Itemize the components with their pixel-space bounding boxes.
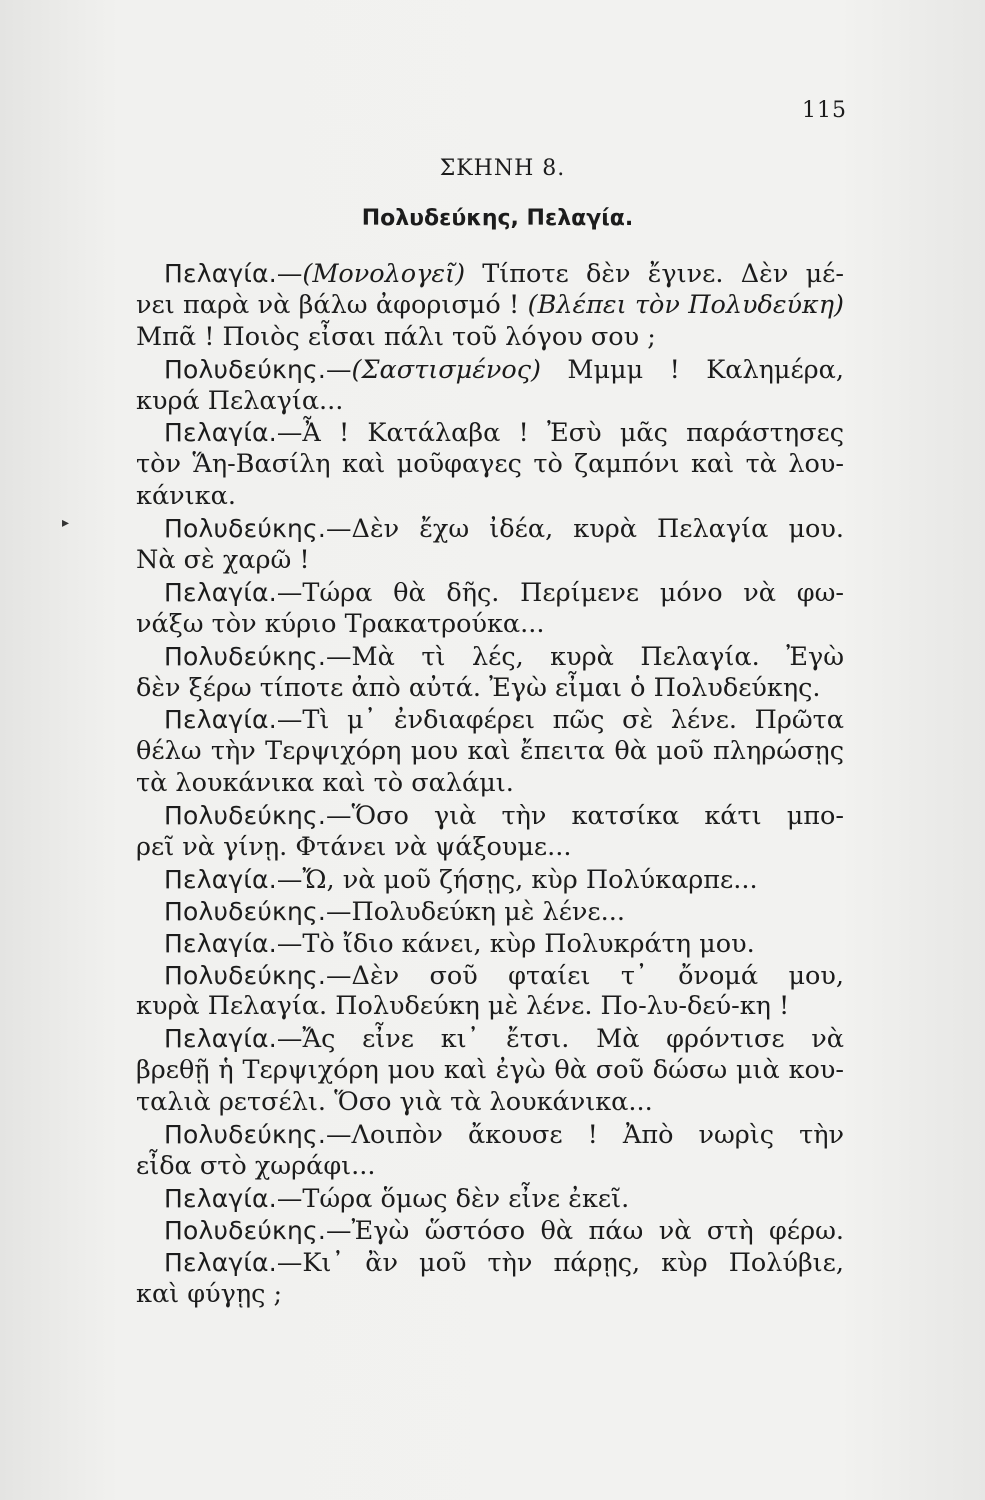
- speaker-name: Πελαγία.: [164, 705, 277, 735]
- speaker-name: Πελαγία.: [164, 928, 277, 958]
- dialogue-text: [136, 258, 844, 1310]
- dialogue-line: Πελαγία.—Κι᾿ ἂν μοῦ τὴν πάρῃς, κὺρ Πολύβιε,: [164, 1247, 844, 1278]
- speaker-name: Πολυδεύκης.: [164, 896, 327, 926]
- dialogue-line: κυρὰ Πελαγία. Πολυδεύκη μὲ λένε. Πο-λυ-δεύ-κη !: [136, 991, 790, 1022]
- dialogue-line: Πελαγία.—Ἄς εἶνε κι᾿ ἔτσι. Μὰ φρόντισε νὰ: [164, 1024, 844, 1055]
- dialogue-line: θέλω τὴν Τερψιχόρη μου καὶ ἔπειτα θὰ μοῦ πληρώσῃς: [136, 736, 844, 767]
- dialogue-line: ρεῖ νὰ γίνῃ. Φτάνει νὰ ψάξουμε...: [136, 832, 572, 863]
- dialogue-line: Πελαγία.—Τὶ μ᾿ ἐνδιαφέρει πῶς σὲ λένε. Πρῶτα: [164, 705, 844, 736]
- dialogue-line: Πελαγία.—Τώρα θὰ δῆς. Περίμενε μόνο νὰ φω-: [164, 577, 844, 608]
- speaker-name: Πολυδεύκης.: [164, 514, 327, 544]
- dialogue-line: ταλιὰ ρετσέλι. Ὅσο γιὰ τὰ λουκάνικα...: [136, 1087, 653, 1118]
- dialogue-line: Πολυδεύκης.—Λοιπὸν ἄκουσε ! Ἀπὸ νωρὶς τὴν: [164, 1120, 844, 1151]
- speaker-name: Πελαγία.: [164, 864, 277, 894]
- speaker-name: Πελαγία.: [164, 1247, 277, 1277]
- dialogue-line: δὲν ξέρω τίποτε ἀπὸ αὐτά. Ἐγὼ εἶμαι ὁ Πολυδεύκης.: [136, 672, 821, 703]
- stage-direction: (Βλέπει τὸν Πολυδεύκη): [527, 289, 844, 320]
- stage-direction: (Μονολογεῖ): [302, 259, 466, 289]
- speaker-name: Πολυδεύκης.: [164, 354, 327, 384]
- dialogue-line: Πολυδεύκης.—Πολυδεύκη μὲ λένε...: [164, 896, 625, 927]
- speaker-name: Πολυδεύκης.: [164, 1215, 327, 1245]
- dialogue-line: εἶδα στὸ χωράφι...: [136, 1150, 376, 1181]
- dialogue-line: καὶ φύγῃς ;: [136, 1278, 283, 1309]
- scene-characters: Πολυδεύκης, Πελαγία.: [361, 206, 634, 231]
- dialogue-line: νάξω τὸν κύριο Τρακατρούκα...: [136, 608, 545, 639]
- dialogue-line: τὰ λουκάνικα καὶ τὸ σαλάμι.: [136, 768, 514, 799]
- dialogue-line: Πολυδεύκης.—Ὅσο γιὰ τὴν κατσίκα κάτι μπο-: [164, 801, 844, 832]
- speaker-name: Πελαγία.: [164, 1183, 277, 1213]
- page-number: 115: [802, 98, 847, 123]
- dialogue-line: Πελαγία.—Τὸ ἴδιο κάνει, κὺρ Πολυκράτη μου.: [164, 928, 755, 959]
- dialogue-line: Πολυδεύκης.—Δὲν σοῦ φταίει τ᾿ ὄνομά μου,: [164, 960, 844, 991]
- dialogue-line: νει παρὰ νὰ βάλω ἀφορισμό ! (Βλέπει τὸν Πολυδεύκη): [136, 289, 844, 320]
- dialogue-line: Πολυδεύκης.—(Σαστισμένος) Μμμμ ! Καλημέρα,: [164, 354, 844, 385]
- dialogue-line: Πελαγία.—(Μονολογεῖ) Τίποτε δὲν ἔγινε. Δὲν μέ-: [164, 259, 844, 289]
- stage-direction: (Σαστισμένος): [351, 354, 541, 385]
- dialogue-line: Πελαγία.—Τώρα ὅμως δὲν εἶνε ἐκεῖ.: [164, 1183, 630, 1214]
- dialogue-line: βρεθῇ ἡ Τερψιχόρη μου καὶ ἐγὼ θὰ σοῦ δώσω μιὰ κου-: [136, 1055, 844, 1086]
- dialogue-line: Πελαγία.—Ὤ, νὰ μοῦ ζήσῃς, κὺρ Πολύκαρπε...: [164, 864, 758, 895]
- dialogue-line: κυρά Πελαγία...: [136, 385, 344, 416]
- speaker-name: Πολυδεύκης.: [164, 641, 327, 671]
- margin-mark: ▸: [62, 515, 70, 531]
- speaker-name: Πελαγία.: [164, 418, 277, 448]
- speaker-name: Πελαγία.: [164, 259, 277, 288]
- dialogue-line: τὸν Ἅη-Βασίλη καὶ μοῦφαγες τὸ ζαμπόνι καὶ τὰ λου-: [136, 449, 844, 480]
- dialogue-line: Πολυδεύκης.—Ἐγὼ ὥστόσο θὰ πάω νὰ στὴ φέρω.: [164, 1215, 844, 1246]
- scene-title: ΣΚΗΝΗ 8.: [439, 156, 566, 181]
- dialogue-line: Μπᾶ ! Ποιὸς εἶσαι πάλι τοῦ λόγου σου ;: [136, 321, 656, 352]
- speaker-name: Πελαγία.: [164, 1024, 277, 1054]
- speaker-name: Πολυδεύκης.: [164, 1120, 327, 1150]
- speaker-name: Πελαγία.: [164, 577, 277, 607]
- dialogue-line: Πολυδεύκης.—Μὰ τὶ λές, κυρὰ Πελαγία. Ἐγὼ: [164, 641, 844, 672]
- dialogue-line: κάνικα.: [136, 481, 236, 512]
- dialogue-line: Πελαγία.—Ἆ ! Κατάλαβα ! Ἐσὺ μᾶς παράστησες: [164, 418, 844, 449]
- dialogue-line: Πολυδεύκης.—Δὲν ἔχω ἰδέα, κυρὰ Πελαγία μου.: [164, 514, 844, 545]
- speaker-name: Πολυδεύκης.: [164, 801, 327, 831]
- dialogue-line: Νὰ σὲ χαρῶ !: [136, 545, 310, 576]
- speaker-name: Πολυδεύκης.: [164, 960, 327, 990]
